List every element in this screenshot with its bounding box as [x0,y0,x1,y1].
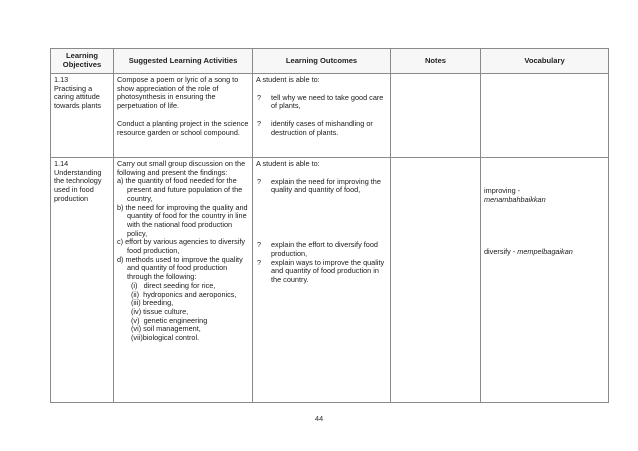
activity-list-item: b) the need for improving the quality and quantity of food for the country in line with the national food production policy, [117,202,248,238]
header-learning-objectives: Learning Objectives [51,49,114,74]
page-number: 44 [314,414,324,423]
activity-sub-item: (ii) hydroponics and aeroponics, [131,289,237,299]
objective-line: caring attitude [54,92,100,102]
bullet-glyph: ? [257,119,262,129]
activity-list-item: d) methods used to improve the quality and quantity of food production through the following: [117,254,243,282]
activity-sub-item: (vii)biological control. [131,333,200,343]
header-suggested-activities: Suggested Learning Activities [114,49,253,74]
objective-code: 1.14 [54,159,69,168]
activity-list-item: a) the quantity of food needed for the present and future population of the country, [117,176,243,203]
vocabulary-malay: mempelbagaikan [517,247,573,257]
outcome-text: identify cases of mishandling or destruction of plants. [271,119,373,137]
activity-text: Compose a poem or lyric of a song to show appreciation of the role of photosynthesis in ensuring the perpetuation of life. [117,75,239,111]
objective-cell [51,74,114,158]
vocabulary-english: diversify - [484,247,518,257]
notes-cell [391,74,481,158]
activity-sub-item: (v) genetic engineering [131,315,208,325]
outcomes-cell [253,158,391,403]
outcome-item [257,241,387,258]
table-row [51,158,609,403]
vocabulary-cell [481,158,609,403]
notes-cell [391,158,481,403]
scheme-of-work-table [50,48,609,403]
outcome-text: explain the effort to diversify food production, [271,240,378,258]
objective-line: Practising a [54,83,93,93]
objective-line: the technology [54,176,102,186]
bullet-glyph: ? [257,240,262,250]
activity-list-item: c) effort by various agencies to diversify food production, [117,237,246,256]
header-notes: Notes [391,49,481,74]
outcome-item [257,259,387,285]
activity-sub-item: (vi) soil management, [131,324,201,334]
vocabulary-cell [481,74,609,158]
bullet-glyph: ? [257,257,262,267]
outcome-text: explain ways to improve the quality and quantity of food production in the country. [271,257,385,284]
objective-code: 1.13 [54,75,69,84]
activity-intro: Carry out small group discussion on the following and present the findings: [117,159,246,177]
outcome-intro: A student is able to: [256,159,320,168]
outcomes-cell [253,74,391,158]
table-row [51,74,609,158]
activities-cell [114,74,253,158]
objective-line: used in food [54,185,94,195]
activity-sub-item: (iii) breeding, [131,298,174,308]
objective-cell [51,158,114,403]
outcome-item [257,94,387,111]
activity-text: Conduct a planting project in the science resource garden or school compound. [117,118,249,137]
activity-sub-item: (iv) tissue culture, [131,306,189,316]
outcome-item [257,120,387,137]
objective-line: Understanding [54,167,102,177]
header-row [51,49,609,74]
header-learning-outcomes: Learning Outcomes [253,49,391,74]
outcome-text: tell why we need to take good care of plants, [271,92,384,111]
bullet-glyph: ? [257,176,262,186]
vocabulary-malay: menambahbaikkan [484,194,546,204]
header-vocabulary: Vocabulary [481,49,609,74]
vocabulary-english: improving - [484,186,521,195]
objective-line: production [54,193,89,203]
vocabulary-term [484,187,605,204]
activity-sub-item: (i) direct seeding for rice, [131,280,216,290]
vocabulary-term [484,248,605,257]
outcome-text: explain the need for improving the quality and quantity of food, [271,176,381,195]
activities-cell [114,158,253,403]
objective-line: towards plants [54,101,102,111]
bullet-glyph: ? [257,92,262,102]
outcome-item [257,178,387,195]
outcome-intro: A student is able to: [256,75,320,84]
